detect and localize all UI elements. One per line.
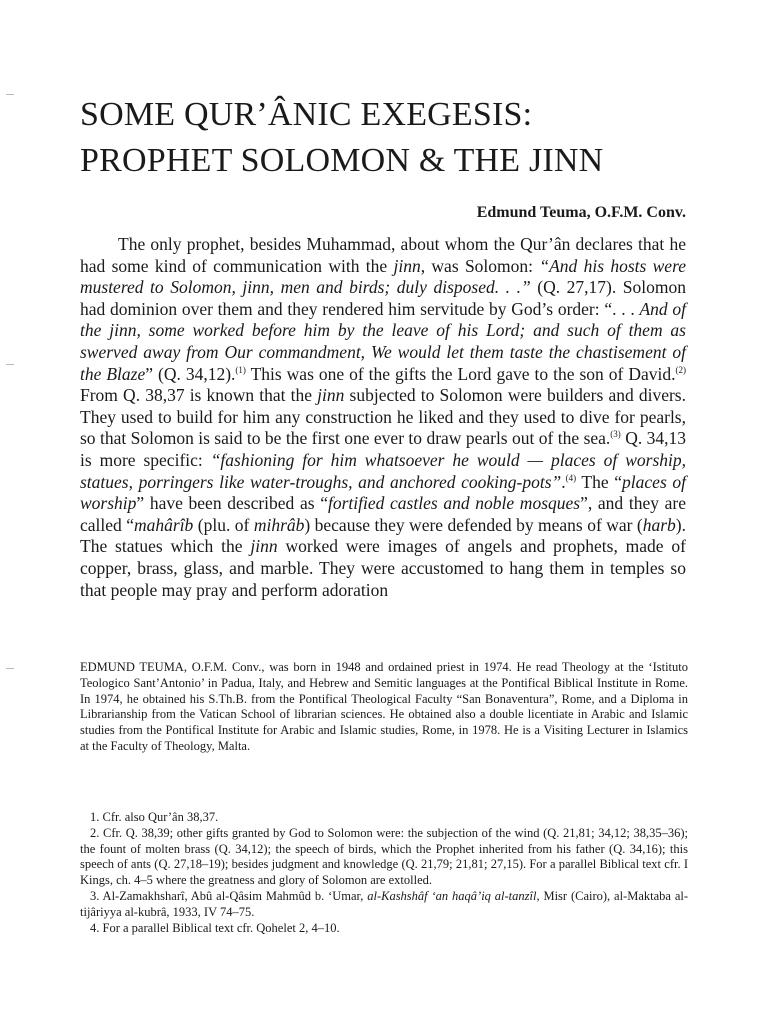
scan-mark (6, 364, 14, 368)
footnote-ref-4[interactable]: (4) (565, 472, 577, 483)
title-line-2: PROPHET SOLOMON & THE JINN (80, 142, 604, 179)
author-byline: Edmund Teuma, O.F.M. Conv. (476, 204, 686, 221)
footnote-1: 1. Cfr. also Qur’ân 38,37. (90, 810, 219, 824)
body-paragraph: The only prophet, besides Muhammad, about whom the Qur’ân declares that he had some kind of communication with the jinn, was Solomon: “And his hosts were mustered to Solomon, jinn, men and birds; duly disposed. . .” (Q. 27,17). Solomon had dominion over them and they rendered him servitude by God’s order: “. . . And of the jinn, some worked before him by the leave of his Lord; and such of them as swerved away from Our commandment, We would let them taste the chastisement of the Blaze” (Q. 34,12).$^{(1)}$ This was one of the gifts the Lord gave to the son of David.$^{(2)}$ From Q. 38,37 is known that the jinn subjected to Solomon were builders and divers. They used to build for him any construction he liked and they used to dive for pearls, so that Solomon is said to be the first one ever to draw pearls out of the sea.$^{(3)}$ Q. 34,13 is more specific: “fashioning for him whatsoever he would — places of worship, statues, porringers like water-troughs, and anchored cooking-pots”.$^{(4)}$ The “places of worship” have been described as “fortified castles and noble mosques”, and they are called “mahârîb (plu. of mihrâb) because they were defended by means of war (harb). The statues which the jinn worked were images of angels and prophets, made of copper, brass, glass, and marble. They were accustomed to hang them in temples so that people may pray and perform adoration (80, 234, 686, 600)
footnote-3: 3. Al-Zamakhsharî, Abû al-Qâsim Mahmûd b. ‘Umar, al-Kashshâf ‘an haqâ’iq al-tanzîl, Misr (Cairo), al-Maktaba al-tijâriyya al-kubrâ, 1933, IV 74–75. (80, 888, 688, 919)
quotation: “And his hosts were mustered to Solomon, jinn, men and birds; duly disposed. . .” (80, 255, 686, 298)
scan-mark (6, 668, 14, 672)
book-title: al-Kashshâf ‘an haqâ’iq al-tanzîl (367, 888, 537, 903)
article-title (80, 92, 720, 184)
author-bio: EDMUND TEUMA, O.F.M. Conv., was born in 1948 and ordained priest in 1974. He read Theology at the ‘Istituto Teologico Sant’Antonio’ in Padua, Italy, and Hebrew and Semitic languages at the Pontifical Biblical Institute in Rome. In 1974, he obtained his S.Th.B. from the Pontifical Theological Faculty “San Bonaventura”, Rome, and a Diploma in Librarianship from the Vatican School of librarian sciences. He obtained also a double licentiate in Arabic and Islamic studies from the Pontifical Institute for Arabic and Islamic studies, Rome, in 1978. He is a Visiting Lecturer in Islamics at the Faculty of Theology, Malta. (80, 660, 688, 753)
footnote-2: 2. Cfr. Q. 38,39; other gifts granted by God to Solomon were: the subjection of the wind (Q. 21,81; 34,12; 38,35–36); the fount of molten brass (Q. 34,12); the speech of birds, which the Prophet inherited from his father (Q. 34,16); this speech of ants (Q. 27,18–19); besides judgment and knowledge (Q. 21,79; 21,81; 27,15). For a parallel Biblical text cfr. I Kings, ch. 4–5 where the greatness and glory of Solomon are extolled. (80, 825, 688, 888)
quotation: “fashioning for him whatsoever he would — places of worship, statues, porringers like water-troughs, and anchored cooking-pots” (80, 449, 686, 492)
footnote-ref-1[interactable]: (1) (235, 364, 246, 375)
quotation: And of the jinn, some worked before him by the leave of his Lord; and such of them as swerved away from Our commandment, We would let them taste the chastisement of the Blaze (80, 298, 686, 384)
footnote-ref-2[interactable]: (2) (675, 364, 686, 375)
footnote-ref-3[interactable]: (3) (610, 429, 621, 440)
footnotes (80, 810, 688, 936)
title-line-1: SOME QUR’ÂNIC EXEGESIS: (80, 96, 533, 133)
scan-mark (6, 94, 14, 98)
footnote-4: 4. For a parallel Biblical text cfr. Qohelet 2, 4–10. (90, 920, 340, 935)
